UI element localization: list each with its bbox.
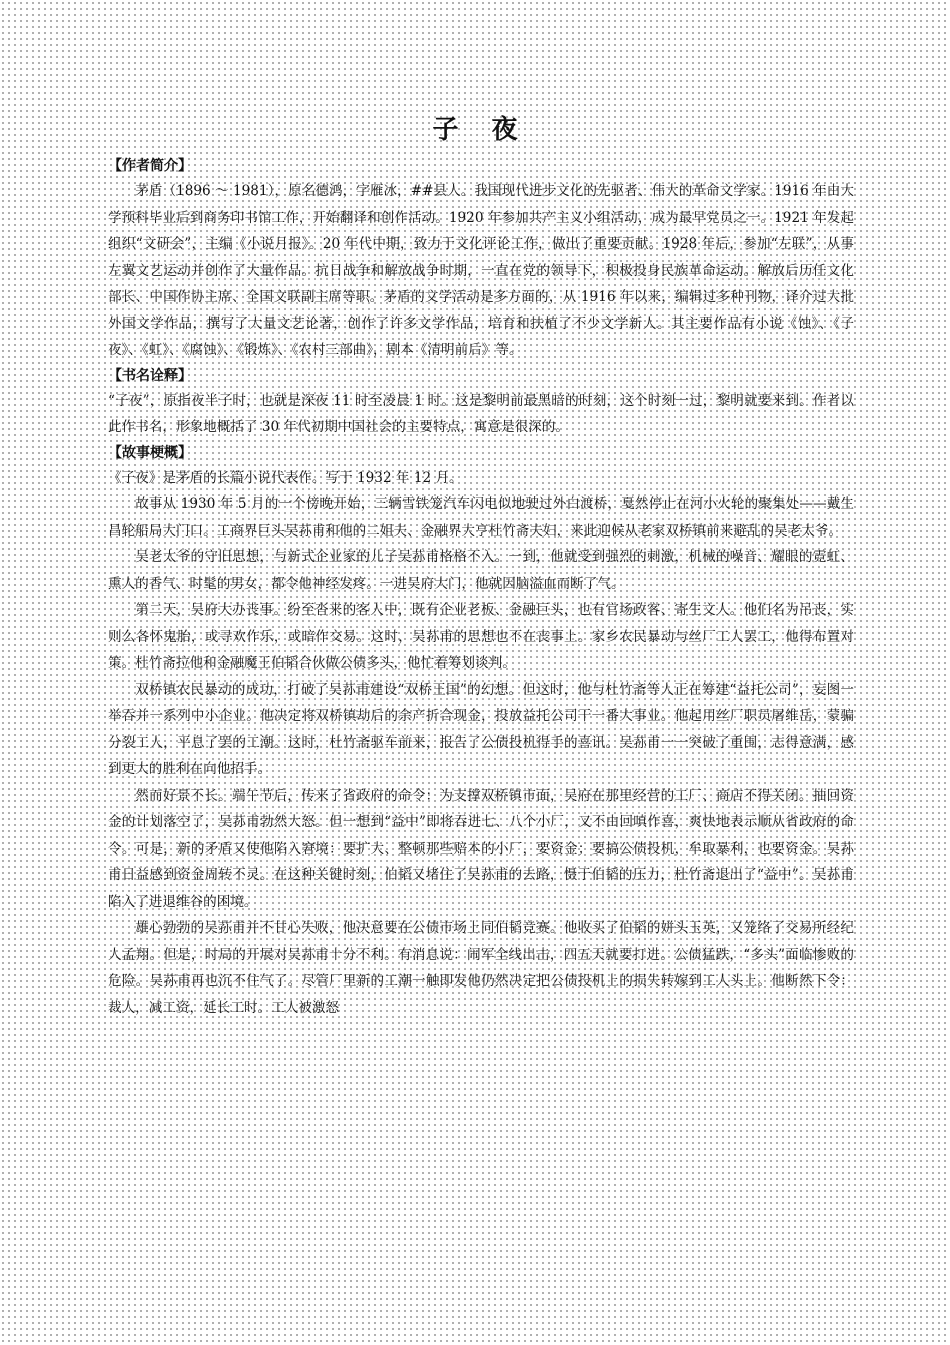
title-explain-paragraph: “子夜”，原指夜半子时，也就是深夜 11 时至凌晨 1 时。这是黎明前最黑暗的时刻，这个时刻一过，黎明就要来到。作者以此作书名，形象地概括了 30 年代初期中国社会的主要特点，寓意是很深的。 <box>108 392 854 435</box>
story-paragraph: 双桥镇农民暴动的成功，打破了吴荪甫建设“双桥王国”的幻想。但这时，他与杜竹斋等人正在筹建“益托公司”，妄图一举吞并一系列中小企业。他决定将双桥镇劫后的余产折合现金，投放益托公司干一番大事业。他起用丝厂职员屠维岳，蒙骗分裂工人，平息了罢的工潮。这时，杜竹斋驱车前来，报告了公债投机得手的喜讯。吴荪甫一一突破了重围，志得意满，感到更大的胜利在向他招手。 <box>108 681 854 777</box>
story-paragraph: 故事从 1930 年 5 月的一个傍晚开始，三辆雪铁笼汽车闪电似地驶过外白渡桥，戛然停止在河小火轮的聚集处——戴生昌轮船局大门口。工商界巨头吴荪甫和他的二姐夫、金融界大亨杜竹斋夫妇，来此迎候从老家双桥镇前来避乱的吴老太爷。 <box>108 496 854 539</box>
story-paragraph: 然而好景不长。端午节后，传来了省政府的命令：为支撑双桥镇市面，吴府在那里经营的工厂、商店不得关闭。抽回资金的计划落空了，吴荪甫勃然大怒。但一想到“益中”即将吞进七、八个小厂，又不由回嗔作喜，爽快地表示顺从省政府的命令。可是，新的矛盾又使他陷入窘境：要扩大、整顿那些赔本的小厂，要资金；要搞公债投机，牟取暴利，也要资金。吴荪甫日益感到资金周转不灵。在这种关键时刻，伯韬又堵住了吴荪甫的去路，慑于伯韬的压力，杜竹斋退出了“益中”。吴荪甫陷入了进退维谷的困境。 <box>108 787 854 910</box>
section-heading-author: 【作者简介】 <box>108 158 192 174</box>
document-title: 子 夜 <box>432 115 530 145</box>
story-paragraph: 雄心勃勃的吴荪甫并不甘心失败，他决意要在公债市场上同伯韬竞赛。他收买了伯韬的姘头玉英，又笼络了交易所经纪人孟翔。但是，时局的开展对吴荪甫十分不利。有消息说：闹军全线出击，四五天就要打进。公债猛跌，“多头”面临惨败的危险。吴荪甫再也沉不住气了。尽管厂里新的工潮一触即发他仍然决定把公债投机上的损失转嫁到工人头上。他断然下令：裁人，减工资，延长工时。工人被激怒 <box>108 920 854 1016</box>
section-heading-title-explain: 【书名诠释】 <box>108 367 192 384</box>
story-intro: 《子夜》是茅盾的长篇小说代表作。写于 1932 年 12 月。 <box>108 469 463 486</box>
story-paragraph: 吴老太爷的守旧思想，与新式企业家的儿子吴荪甫格格不入。一到，他就受到强烈的刺激，机械的噪音、耀眼的霓虹、熏人的香气、时髦的男女，都令他神经发疼。一进吴府大门，他就因脑溢血而断了气。 <box>108 549 854 592</box>
story-paragraph: 第二天，吴府大办丧事。纷至沓来的客人中，既有企业老板、金融巨头，也有官场政客、寄生文人。他们名为吊丧，实则么各怀鬼胎，或寻欢作乐，或暗作交易。这时，吴荪甫的思想也不在丧事上。家乡农民暴动与丝厂工人罢工，他得布置对策。杜竹斋拉他和金融魔王伯韬合伙做公债多头，他忙着筹划谈判。 <box>108 602 854 671</box>
document-page <box>108 112 854 1021</box>
author-paragraph: 茅盾（1896 ～ 1981），原名德鸿，字雁冰，##县人。我国现代进步文化的先驱者、伟大的革命文学家。1916 年由大学预科毕业后到商务印书馆工作，开始翻译和创作活动。1920 年参加共产主义小组活动，成为最早党员之一。1921 年发起组织“文研会”，主编《小说月报》。20 年代中期，致力于文化评论工作，做出了重要贡献。1928 年后，参加“左联”，从事左翼文艺运动并创作了大量作品。抗日战争和解放战争时期，一直在党的领导下，积极投身民族革命运动。解放后历任文化部长、中国作协主席、全国文联副主席等职。茅盾的文学活动是多方面的，从 1916 年以来，编辑过多种刊物，译介过大批外国文学作品，撰写了大量文艺论著，创作了许多文学作品，培育和扶植了不少文学新人。其主要作品有小说《蚀》、《子夜》、《虹》、《腐蚀》、《锻炼》、《农村三部曲》，剧本《清明前后》等。 <box>108 183 854 358</box>
section-heading-story: 【故事梗概】 <box>108 444 192 461</box>
